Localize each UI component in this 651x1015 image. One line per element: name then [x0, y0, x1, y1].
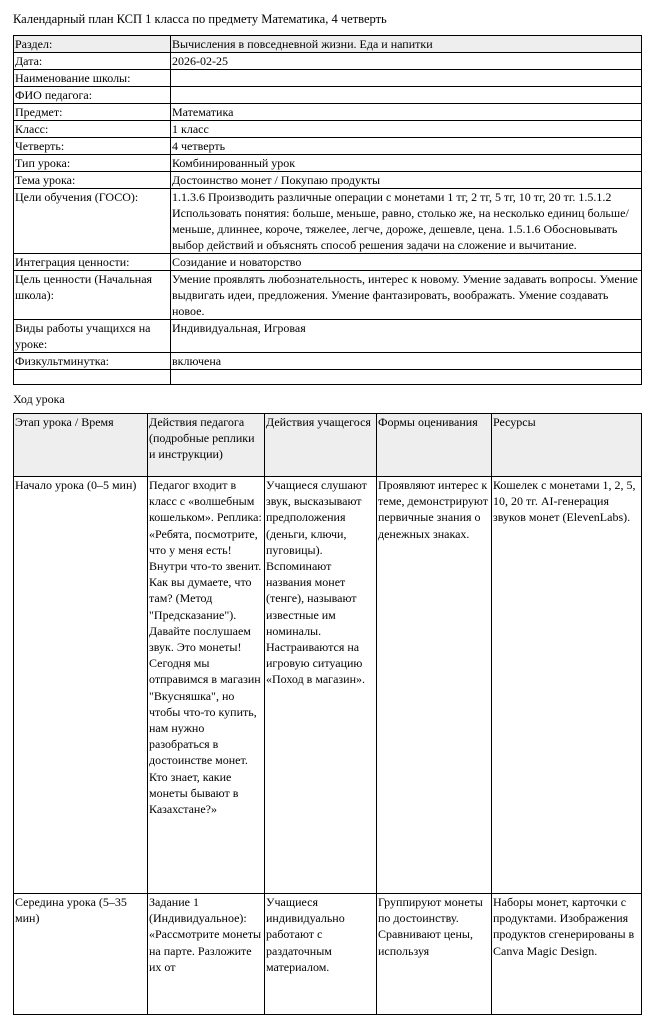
stage-cell: Середина урока (5–35 мин): [14, 894, 148, 1015]
info-row: [14, 254, 642, 271]
lesson-info-table: [13, 35, 642, 385]
info-value: Достоинство монет / Покупаю продукты: [171, 172, 642, 189]
info-value: Вычисления в повседневной жизни. Еда и напитки: [171, 36, 642, 53]
info-row: [14, 70, 642, 87]
header-assessment: Формы оценивания: [377, 414, 492, 477]
info-value: 2026-02-25: [171, 53, 642, 70]
info-value: 1 класс: [171, 121, 642, 138]
info-value: 1.1.3.6 Производить различные операции с монетами 1 тг, 2 тг, 5 тг, 10 тг, 20 тг. 1.5.1.2 Использовать понятия: больше, меньше, равно, столько же, на несколько единиц больше/меньше, длиннее, короче, тяжелее, легче, дороже, дешевле, цена. 1.5.1.6 Обосновывать выбор действий и объяснять способ решения задачи на сложение и вычитание.: [171, 189, 642, 254]
header-stage: Этап урока / Время: [14, 414, 148, 477]
info-value: Индивидуальная, Игровая: [171, 320, 642, 353]
info-label: Интеграция ценности:: [14, 254, 171, 271]
teacher-actions-cell: Педагог входит в класс с «волшебным кошельком». Реплика: «Ребята, посмотрите, что у меня есть! Внутри что-то звенит. Как вы думаете, что там? (Метод "Предсказание"). Давайте послушаем звук. Это монеты! Сегодня мы отправимся в магазин "Вкусняшка", но чтобы что-то купить, нам нужно разобраться в достоинстве монет. Кто знает, какие монеты бывают в Казахстане?»: [148, 477, 265, 894]
table-header-row: [14, 414, 642, 477]
section-title: Ход урока: [13, 392, 65, 406]
assessment-cell: Группируют монеты по достоинству. Сравнивают цены, используя: [377, 894, 492, 1015]
info-value: [171, 70, 642, 87]
info-value: [171, 87, 642, 104]
info-row: [14, 155, 642, 172]
info-label: Класс:: [14, 121, 171, 138]
info-label: Тип урока:: [14, 155, 171, 172]
info-row: [14, 121, 642, 138]
student-actions-cell: Учащиеся индивидуально работают с раздаточным материалом.: [265, 894, 377, 1015]
info-label: Тема урока:: [14, 172, 171, 189]
info-value: 4 четверть: [171, 138, 642, 155]
info-row: [14, 87, 642, 104]
header-teacher: Действия педагога (подробные реплики и инструкции): [148, 414, 265, 477]
info-row: [14, 271, 642, 320]
resources-cell: Кошелек с монетами 1, 2, 5, 10, 20 тг. AI-генерация звуков монет (ElevenLabs).: [492, 477, 642, 894]
lesson-flow-table: [13, 413, 642, 1015]
info-label: ФИО педагога:: [14, 87, 171, 104]
info-value: Математика: [171, 104, 642, 121]
info-label: Дата:: [14, 53, 171, 70]
info-label: Раздел:: [14, 36, 171, 53]
info-value: включена: [171, 353, 642, 370]
info-label: Цель ценности (Начальная школа):: [14, 271, 171, 320]
info-value: Комбинированный урок: [171, 155, 642, 172]
table-row: [14, 477, 642, 894]
info-row: [14, 189, 642, 254]
info-label: Четверть:: [14, 138, 171, 155]
info-row: [14, 104, 642, 121]
info-row: [14, 353, 642, 370]
info-row: [14, 370, 642, 385]
info-row: [14, 138, 642, 155]
info-row: [14, 53, 642, 70]
info-label: Предмет:: [14, 104, 171, 121]
document-title: Календарный план КСП 1 класса по предмету Математика, 4 четверть: [13, 12, 387, 26]
info-row: [14, 320, 642, 353]
table-row: [14, 894, 642, 1015]
teacher-actions-cell: Задание 1 (Индивидуальное): «Рассмотрите монеты на парте. Разложите их от: [148, 894, 265, 1015]
header-student: Действия учащегося: [265, 414, 377, 477]
resources-cell: Наборы монет, карточки с продуктами. Изображения продуктов сгенерированы в Canva Magic Design.: [492, 894, 642, 1015]
info-row: [14, 36, 642, 53]
student-actions-cell: Учащиеся слушают звук, высказывают предположения (деньги, ключи, пуговицы). Вспоминают названия монет (тенге), называют известные им номиналы. Настраиваются на игровую ситуацию «Поход в магазин».: [265, 477, 377, 894]
stage-cell: Начало урока (0–5 мин): [14, 477, 148, 894]
info-label: [14, 370, 171, 385]
info-row: [14, 172, 642, 189]
info-label: Наименование школы:: [14, 70, 171, 87]
info-label: Цели обучения (ГОСО):: [14, 189, 171, 254]
info-label: Виды работы учащихся на уроке:: [14, 320, 171, 353]
assessment-cell: Проявляют интерес к теме, демонстрируют первичные знания о денежных знаках.: [377, 477, 492, 894]
info-value: [171, 370, 642, 385]
info-value: Созидание и новаторство: [171, 254, 642, 271]
info-label: Физкультминутка:: [14, 353, 171, 370]
info-value: Умение проявлять любознательность, интерес к новому. Умение задавать вопросы. Умение выдвигать идеи, предложения. Умение фантазировать, воображать. Умение создавать новое.: [171, 271, 642, 320]
header-resources: Ресурсы: [492, 414, 642, 477]
